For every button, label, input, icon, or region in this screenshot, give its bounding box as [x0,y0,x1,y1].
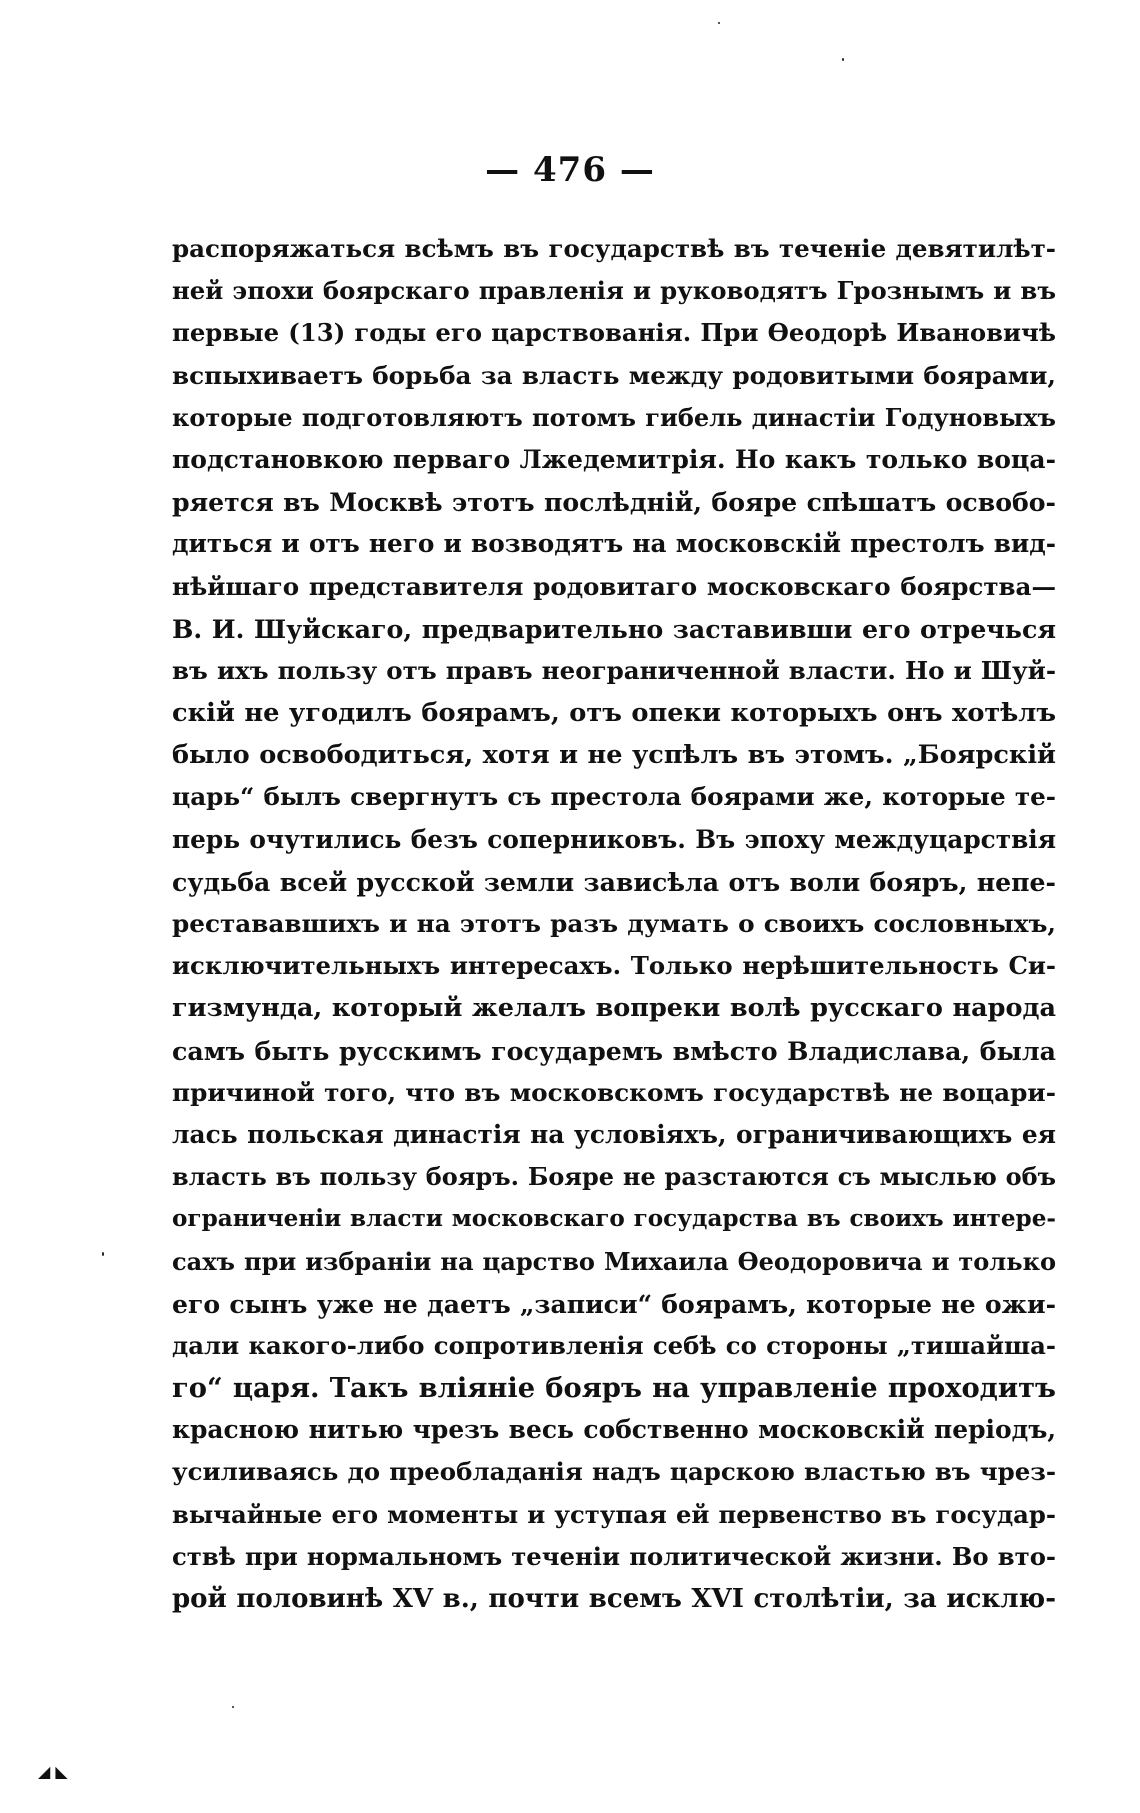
text-line: дали какого-либо сопротивленія себѣ со стороны „тишайша- [172,1330,1056,1360]
text-line: сахъ при избраніи на царство Михаила Ѳеодоровича и только [172,1246,1056,1276]
text-line: первые (13) годы его царствованія. При Ѳеодорѣ Ивановичѣ [172,318,1056,348]
text-line: вспыхиваетъ борьба за власть между родовитыми боярами, [172,360,1056,390]
text-line: рестававшихъ и на этотъ разъ думать о своихъ сословныхъ, [172,909,1056,938]
corner-mark: ◢ ◣ [38,1762,68,1781]
scan-speck [842,58,844,61]
text-line: перь очутились безъ соперниковъ. Въ эпоху междуцарствія [172,824,1056,854]
text-line: ствѣ при нормальномъ теченіи политической жизни. Во вто- [172,1541,1056,1571]
text-line: которые подготовляютъ потомъ гибель династіи Годуновыхъ [172,402,1056,432]
text-line: судьба всей русской земли зависѣла отъ воли бояръ, непе- [172,866,1056,897]
text-line: царь“ былъ свергнутъ съ престола боярами же, которые те- [172,782,1056,812]
text-line: ней эпохи боярскаго правленія и руководятъ Грознымъ и въ [172,276,1056,306]
scan-speck [102,1252,104,1256]
scan-speck [718,22,720,24]
text-line: исключительныхъ интересахъ. Только нерѣшительность Си- [172,951,1056,981]
scan-speck [232,1706,234,1708]
text-line: лась польская династія на условіяхъ, ограничивающихъ ея [172,1119,1056,1149]
text-line: го“ царя. Такъ вліяніе бояръ на управленіе проходитъ [172,1372,1056,1405]
text-line: вычайные его моменты и уступая ей первенство въ государ- [172,1499,1056,1529]
text-line: власть въ пользу бояръ. Бояре не разстаются съ мыслью объ [172,1162,1056,1192]
body-text [172,228,1056,1620]
text-line: было освободиться, хотя и не успѣлъ въ этомъ. „Боярскій [172,740,1056,771]
page-number: — 476 — [485,150,655,190]
text-line: самъ быть русскимъ государемъ вмѣсто Владислава, была [172,1035,1056,1066]
text-line: ограниченіи власти московскаго государства въ своихъ интере- [172,1205,1056,1233]
text-line: причиной того, что въ московскомъ государствѣ не воцари- [172,1077,1056,1107]
text-line: распоряжаться всѣмъ въ государствѣ въ теченіе девятилѣт- [172,234,1056,263]
text-line: усиливаясь до преобладанія надъ царскою властью въ чрез- [172,1457,1056,1487]
text-line: диться и отъ него и возводятъ на московскій престолъ вид- [172,529,1056,559]
text-line: В. И. Шуйскаго, предварительно заставивши его отречься [172,613,1056,644]
text-line: подстановкою перваго Лжедемитрія. Но какъ только воца- [172,444,1056,474]
text-line: нѣйшаго представителя родовитаго московскаго боярства— [172,571,1056,601]
text-line: красною нитью чрезъ весь собственно московскій періодъ, [172,1415,1056,1445]
text-line: скій не угодилъ боярамъ, отъ опеки которыхъ онъ хотѣлъ [172,698,1056,729]
text-line: гизмунда, который желалъ вопреки волѣ русскаго народа [172,993,1056,1024]
text-line: ряется въ Москвѣ этотъ послѣдній, бояре спѣшатъ освобо- [172,487,1056,518]
text-line: въ ихъ пользу отъ правъ неограниченной власти. Но и Шуй- [172,655,1056,685]
text-line: рой половинѣ XV в., почти всемъ XVI столѣтіи, за исклю- [172,1584,1056,1614]
text-line: его сынъ уже не даетъ „записи“ боярамъ, которые не ожи- [172,1288,1056,1319]
